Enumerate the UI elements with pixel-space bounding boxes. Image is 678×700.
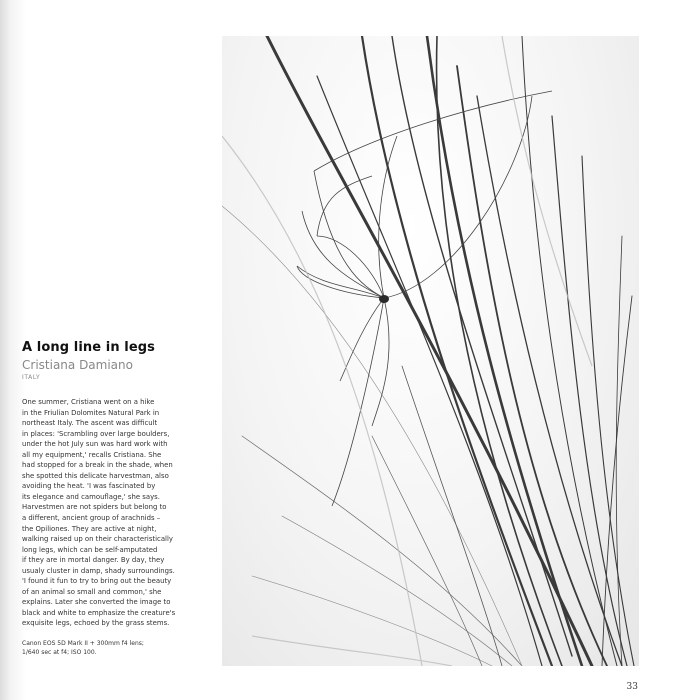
article-body: One summer, Cristiana went on a hike in the Friulian Dolomites Natural Park in northeast Italy. The ascent was difficult in places: 'Scrambling over large boulders, under the hot July sun was hard work with all my equipment,' recalls Cristiana. She had stopped for a break in the shade, when she spotted this delicate harvestman, also avoiding the heat. 'I was fascinated by its elegance and camouflage,' she says. Harvestmen are not spiders but belong to a different, ancient group of arachnids – the Opiliones. They are active at night, walking raised up on their characteristically long legs, which can be self-amputated if they are in mortal danger. By day, they usualy cluster in damp, shady surroundings. 'I found it fun to try to bring out the beauty of an animal so small and common,' she explains. Later she converted the image to black and white to emphasize the creature's exquisite legs, echoed by the grass stems.: [22, 398, 176, 628]
photographer-name: Cristiana Damiano: [22, 358, 133, 372]
caption-column: [22, 340, 214, 657]
grass-stems: [222, 36, 634, 666]
blurred-grass: [222, 36, 592, 666]
article-title: A long line in legs: [22, 340, 156, 355]
page-number: 33: [626, 682, 638, 692]
camera-details: Canon EOS 5D Mark II + 300mm f4 lens; 1/640 sec at f4; ISO 100.: [22, 640, 144, 657]
photographer-country: ITALY: [22, 374, 41, 381]
harvestman-photo: [222, 36, 639, 666]
grass-and-harvestman-illustration: [222, 36, 639, 666]
